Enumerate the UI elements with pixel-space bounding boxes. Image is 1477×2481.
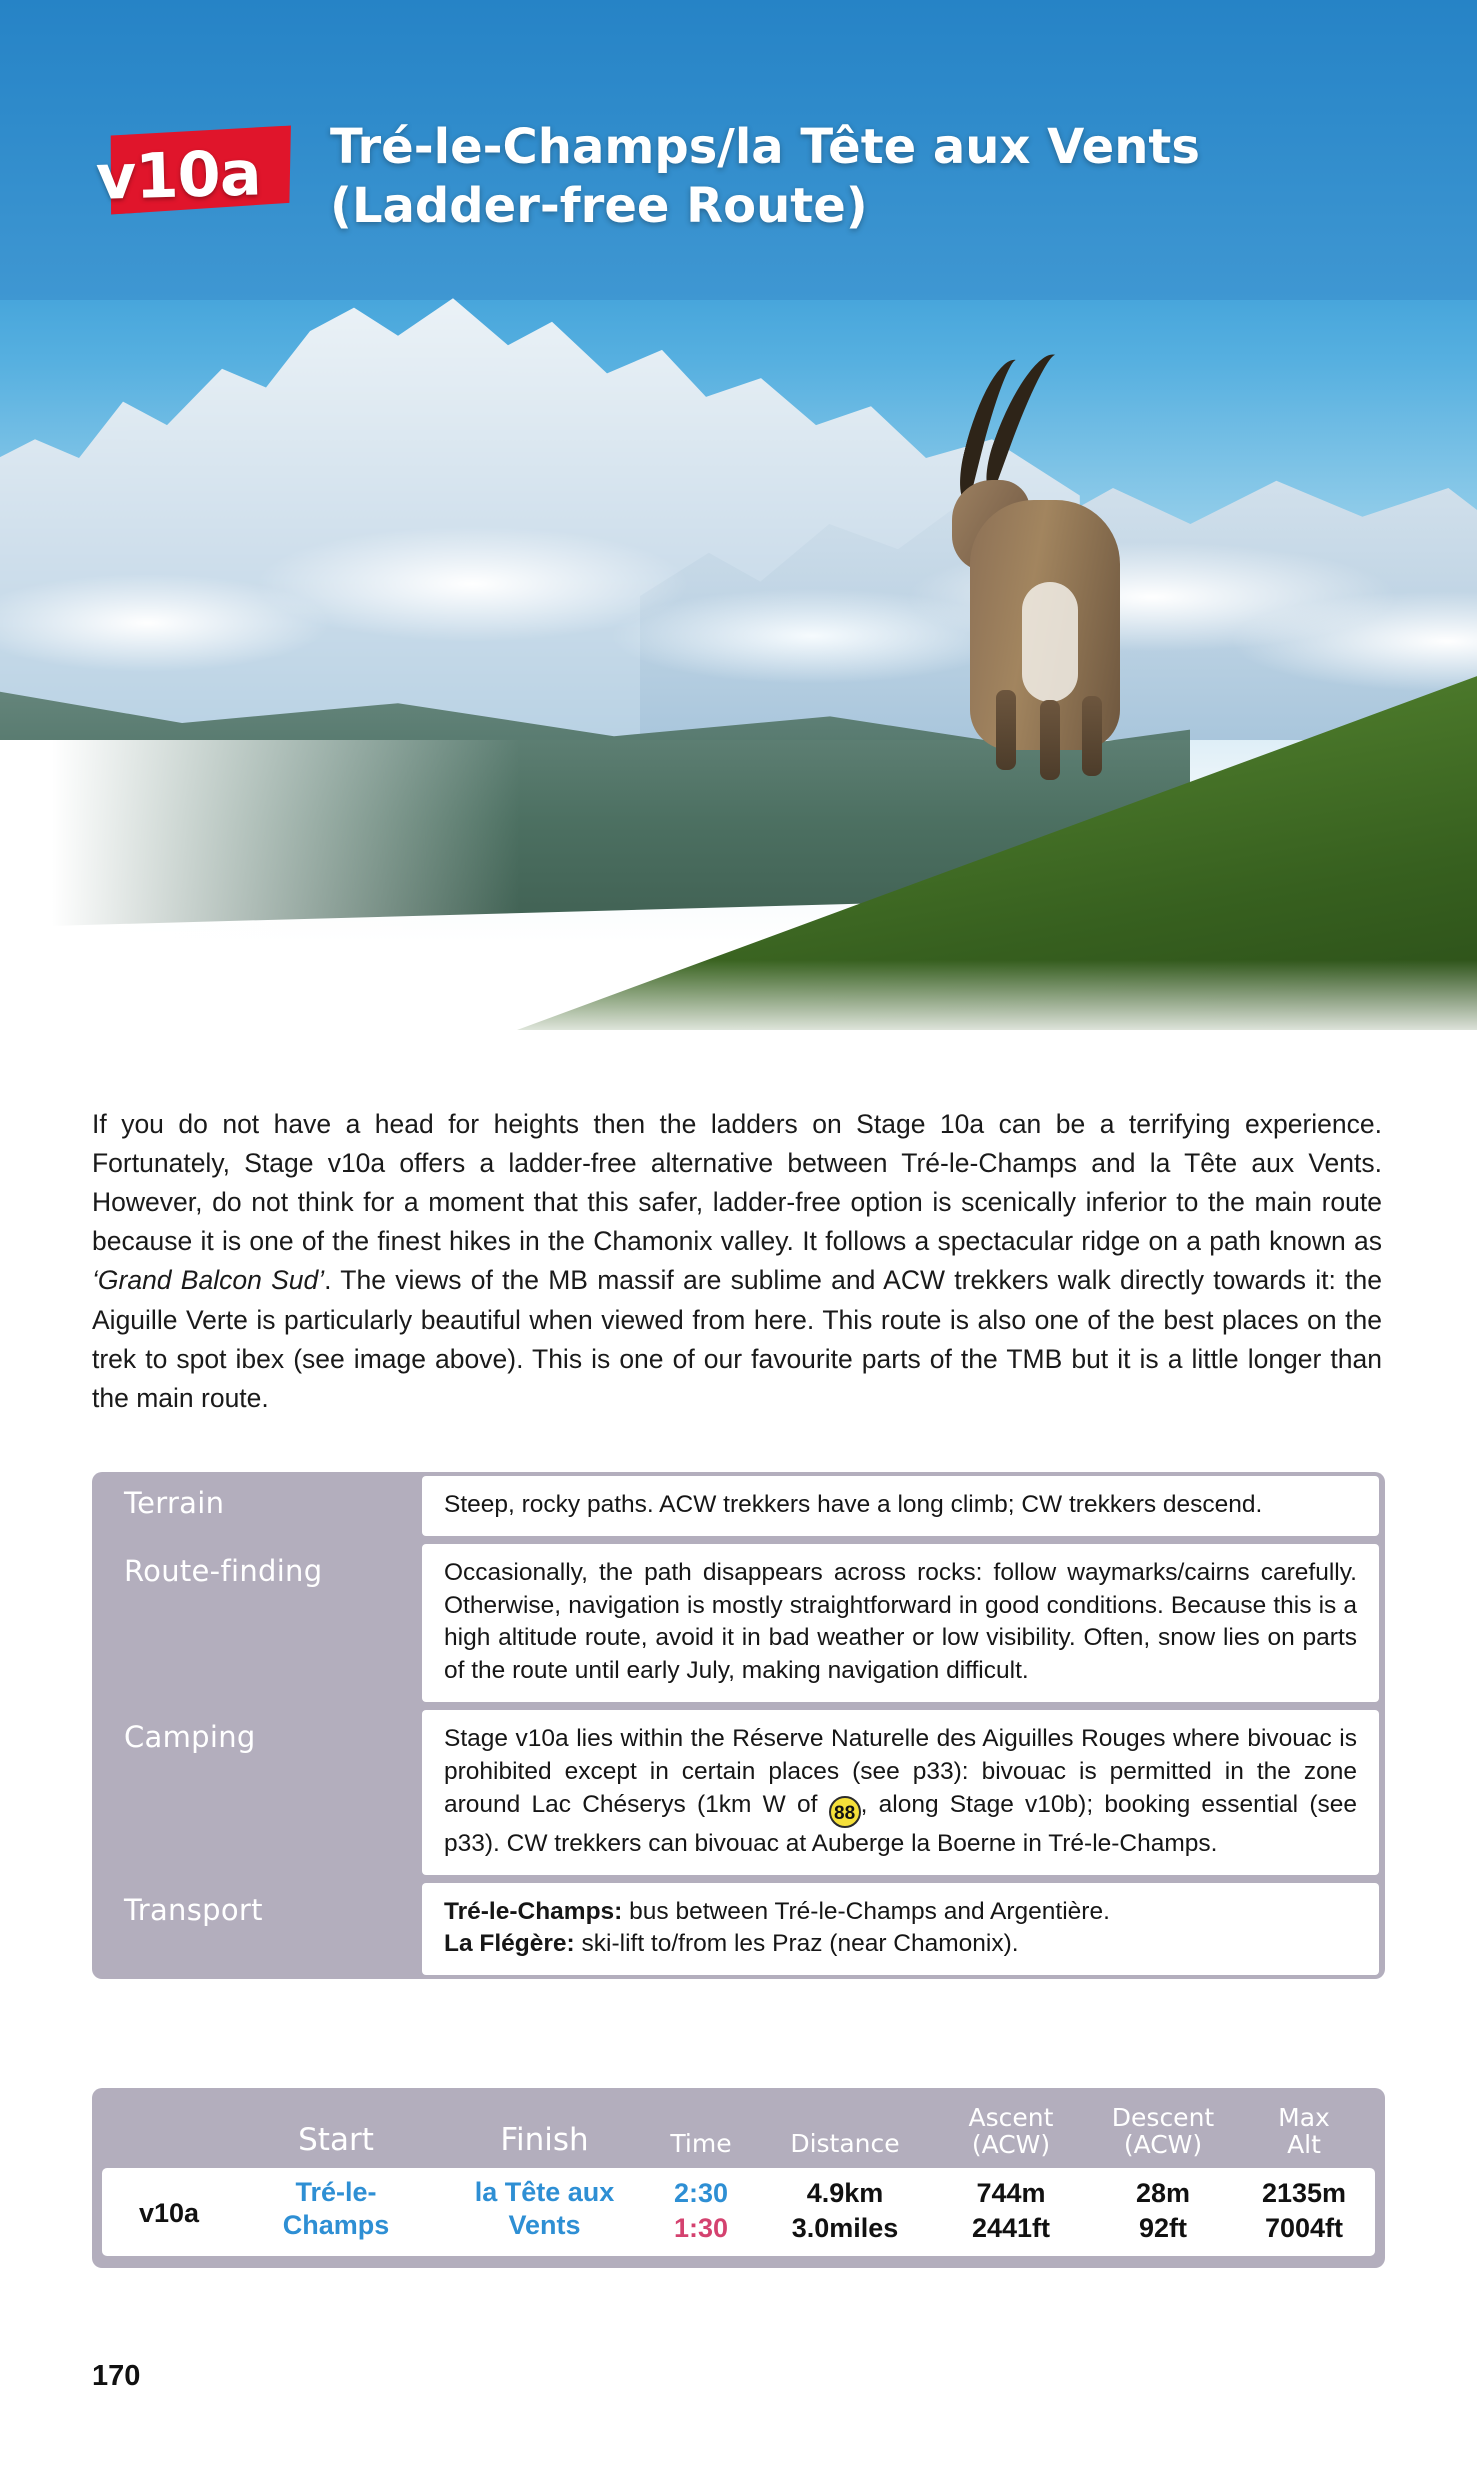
hero-image: [0, 0, 1477, 1070]
stats-finish-line1: la Tête aux: [474, 2177, 615, 2207]
info-label-terrain: Terrain: [124, 1486, 225, 1520]
stats-ascent-ft: 2441ft: [971, 2213, 1051, 2244]
ibex-leg: [996, 690, 1016, 770]
stats-header-row: [102, 2098, 1375, 2168]
info-label-route-finding: Route-finding: [124, 1553, 323, 1588]
page-title: [330, 118, 1410, 235]
info-value-route-finding: Occasionally, the path disappears across rocks: follow waymarks/cairns carefully. Otherwise, navigation is mostly straightforward in good conditions. Because this is a high altitude route, avoid it in bad weather or low visibility. Often, snow lies on parts of the route until early July, making navigation difficult.: [422, 1544, 1379, 1702]
stats-cell-distance: [755, 2176, 935, 2246]
stats-finish-line2: Vents: [508, 2209, 581, 2240]
intro-text-italic: ‘Grand Balcon Sud’: [92, 1265, 325, 1296]
stats-header-ascent-line2: (ACW): [971, 2130, 1051, 2159]
stats-cell-ascent: [935, 2176, 1087, 2246]
stats-header-ascent-line1: Ascent: [968, 2103, 1054, 2132]
ibex-leg: [1082, 696, 1102, 776]
stats-header-descent-line2: (ACW): [1123, 2130, 1203, 2159]
stage-badge-label: v10a: [95, 136, 262, 214]
stats-time-cw: 1:30: [673, 2213, 729, 2244]
transport-place-1: Tré-le-Champs:: [444, 1897, 623, 1925]
info-value-transport: [422, 1883, 1379, 1976]
stage-stats-table: [92, 2088, 1385, 2268]
stats-header-maxalt-line1: Max: [1278, 2103, 1330, 2132]
ibex-rump-marking: [1022, 582, 1078, 702]
info-label-transport: Transport: [124, 1892, 263, 1927]
stats-time-acw: 2:30: [673, 2178, 729, 2208]
stats-header-descent: [1087, 2104, 1239, 2158]
ibex-leg: [1040, 700, 1060, 780]
intro-text-part1: If you do not have a head for heights then the ladders on Stage 10a can be a terrifying experience. Fortunately, Stage v10a offers a ladder-free alternative between Tré-le-Champs and la Tête aux Vents. However, do not think for a moment that this safer, ladder-free option is scenically inferior to the main route because it is one of the finest hikes in the Chamonix valley. It follows a spectacular ridge on a path known as: [92, 1108, 1382, 1257]
transport-detail-2: ski-lift to/from les Praz (near Chamonix).: [574, 1930, 1019, 1958]
stats-header-start: Start: [298, 2122, 374, 2158]
info-row-camping: [92, 1706, 1385, 1878]
stats-descent-m: 28m: [1135, 2178, 1191, 2208]
stats-cell-start: [230, 2176, 442, 2246]
ibex-silhouette: [930, 360, 1170, 790]
info-value-terrain: Steep, rocky paths. ACW trekkers have a long climb; CW trekkers descend.: [422, 1476, 1379, 1536]
stats-distance-km: 4.9km: [806, 2178, 884, 2208]
transport-place-2: La Flégère:: [444, 1930, 575, 1958]
stats-cell-maxalt: [1239, 2176, 1369, 2246]
stats-header-maxalt: [1239, 2104, 1369, 2158]
intro-text-part2: . The views of the MB massif are sublime and ACW trekkers walk directly towards it: the Aiguille Verte is particularly beautiful when viewed from here. This route is also one of the best places on the trek to spot ibex (see image above). This is one of our favourite parts of the TMB but it is a little longer than the main route.: [92, 1265, 1382, 1414]
stats-header-maxalt-line2: Alt: [1287, 2130, 1321, 2159]
route-info-table: [92, 1472, 1385, 1979]
info-row-terrain: [92, 1472, 1385, 1540]
info-row-transport: [92, 1879, 1385, 1980]
stats-maxalt-m: 2135m: [1261, 2178, 1347, 2208]
stats-start-line1: Tré-le-: [295, 2177, 377, 2207]
info-label-camping: Camping: [124, 1720, 256, 1755]
transport-detail-1: bus between Tré-le-Champs and Argentière.: [622, 1897, 1110, 1925]
transport-line-2: [444, 1928, 1357, 1961]
page-title-line1: Tré-le-Champs/la Tête aux Vents: [330, 119, 1200, 175]
stats-distance-miles: 3.0miles: [791, 2213, 899, 2244]
stats-cell-stage: v10a: [138, 2198, 200, 2228]
stats-header-finish: Finish: [500, 2122, 589, 2158]
intro-paragraph: [92, 1105, 1382, 1419]
info-row-route-finding: [92, 1540, 1385, 1706]
stats-header-descent-line1: Descent: [1111, 2103, 1215, 2132]
stats-descent-ft: 92ft: [1138, 2213, 1187, 2244]
transport-line-1: [444, 1896, 1357, 1929]
map-marker-88-icon: 88: [829, 1796, 861, 1828]
stats-cell-descent: [1087, 2176, 1239, 2246]
info-value-camping: [422, 1710, 1379, 1874]
cloud-band: [0, 480, 1477, 740]
stats-header-time: Time: [670, 2129, 732, 2158]
stats-data-row: [102, 2168, 1375, 2256]
stats-ascent-m: 744m: [976, 2178, 1046, 2208]
image-left-fade: [0, 740, 520, 1070]
stats-cell-finish: [442, 2176, 647, 2246]
page-title-line2: (Ladder-free Route): [330, 177, 868, 234]
camping-text-part2: , along Stage v10b); booking essential (see p33). CW trekkers can bivouac at Auberge la Boerne in Tré-le-Champs.: [444, 1790, 1357, 1857]
page-number: 170: [92, 2360, 141, 2392]
stats-header-distance: Distance: [790, 2129, 900, 2158]
camping-text-part1: Stage v10a lies within the Réserve Naturelle des Aiguilles Rouges where bivouac is prohibited except in certain places (see p33): bivouac is permitted in the zone around Lac Chéserys (1km W of: [444, 1725, 1357, 1818]
stats-maxalt-ft: 7004ft: [1264, 2213, 1344, 2244]
stats-header-ascent: [935, 2104, 1087, 2158]
stats-cell-time: [647, 2176, 755, 2246]
stats-start-line2: Champs: [282, 2209, 390, 2240]
